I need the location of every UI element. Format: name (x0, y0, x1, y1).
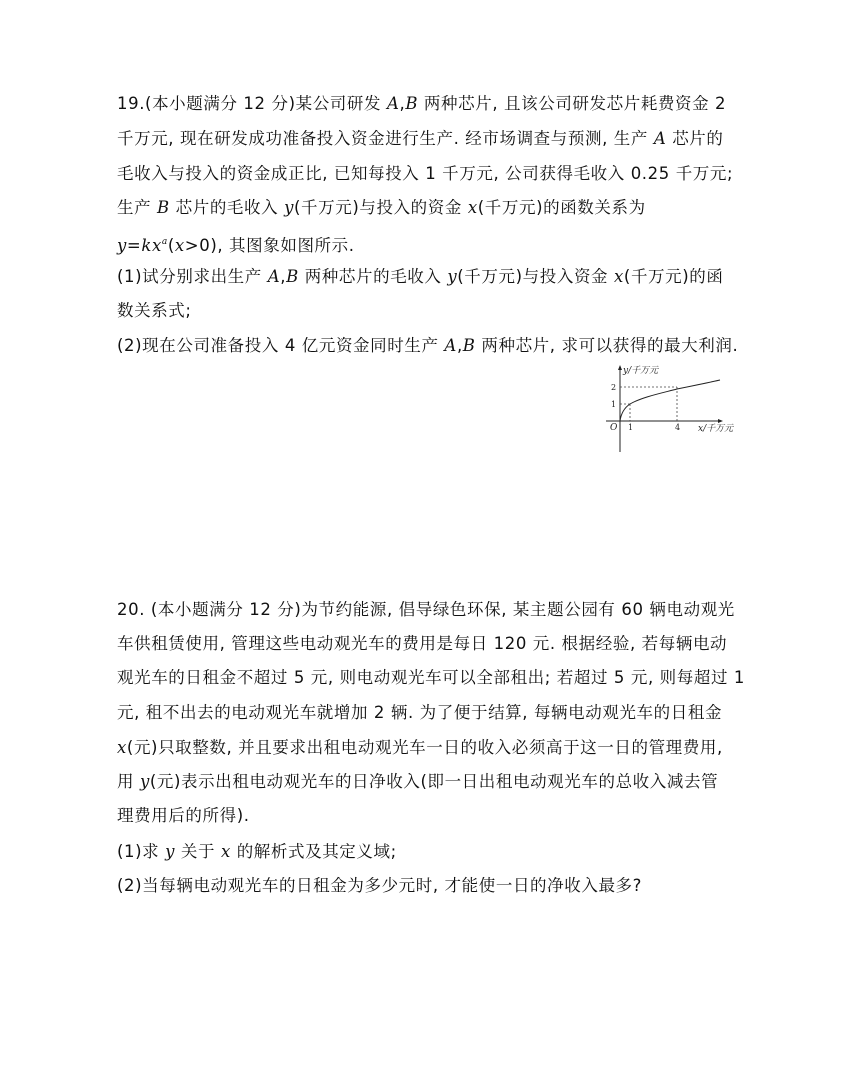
q20-line-6: 用 y(元)表示出租电动观光车的日净收入(即一日出租电动观光车的总收入减去管 (117, 772, 719, 791)
y-tick-2: 2 (611, 383, 617, 392)
q19-line-2: 千万元, 现在研发成功准备投入资金进行生产. 经市场调查与预测, 生产 A 芯片的 (117, 129, 724, 148)
q19-number: 19. (117, 94, 146, 113)
q20-line-2: 车供租赁使用, 管理这些电动观光车的费用是每日 120 元. 根据经验, 若每辆电动 (117, 634, 728, 653)
y-axis-arrow (618, 365, 622, 370)
q19-part-2: (2)现在公司准备投入 4 亿元资金同时生产 A,B 两种芯片, 求可以获得的最大利润. (117, 336, 739, 355)
q19-line-5: $y=kx^a(x>0)$, 其图象如图所示. (117, 236, 355, 255)
function-graph (602, 362, 752, 454)
y-axis-label: y/千万元 (623, 366, 659, 376)
q19-line-4: 生产 B 芯片的毛收入 y(千万元)与投入的资金 x(千万元)的函数关系为 (117, 198, 646, 217)
q19-part-1-cont: 数关系式; (117, 301, 192, 320)
x-axis-label: x/千万元 (698, 424, 734, 434)
x-tick-4: 4 (675, 423, 681, 432)
q19-line-1: 19.(本小题满分 12 分)某公司研发 A,B 两种芯片, 且该公司研发芯片耗费资金 2 (117, 94, 727, 113)
q19-line-3: 毛收入与投入的资金成正比, 已知每投入 1 千万元, 公司获得毛收入 0.25 千万元; (117, 164, 734, 183)
q20-part-1: (1)求 y 关于 x 的解析式及其定义域; (117, 842, 397, 861)
origin-label: O (610, 423, 618, 433)
function-curve (620, 380, 720, 421)
q20-part-2: (2)当每辆电动观光车的日租金为多少元时, 才能使一日的净收入最多? (117, 876, 643, 895)
q20-line-1: 20. (本小题满分 12 分)为节约能源, 倡导绿色环保, 某主题公园有 60 辆电动观光 (117, 600, 735, 619)
q20-line-7: 理费用后的所得). (117, 806, 250, 825)
q20-line-3: 观光车的日租金不超过 5 元, 则电动观光车可以全部租出; 若超过 5 元, 则每超过 1 (117, 668, 746, 687)
q19-part-1: (1)试分别求出生产 A,B 两种芯片的毛收入 y(千万元)与投入资金 x(千万元)的函 (117, 267, 724, 286)
y-tick-1: 1 (611, 400, 617, 409)
x-axis-arrow (718, 419, 723, 423)
x-tick-1: 1 (628, 423, 634, 432)
q20-line-4: 元, 租不出去的电动观光车就增加 2 辆. 为了便于结算, 每辆电动观光车的日租金 (117, 703, 723, 722)
q20-line-5: x(元)只取整数, 并且要求出租电动观光车一日的收入必须高于这一日的管理费用, (117, 738, 723, 757)
